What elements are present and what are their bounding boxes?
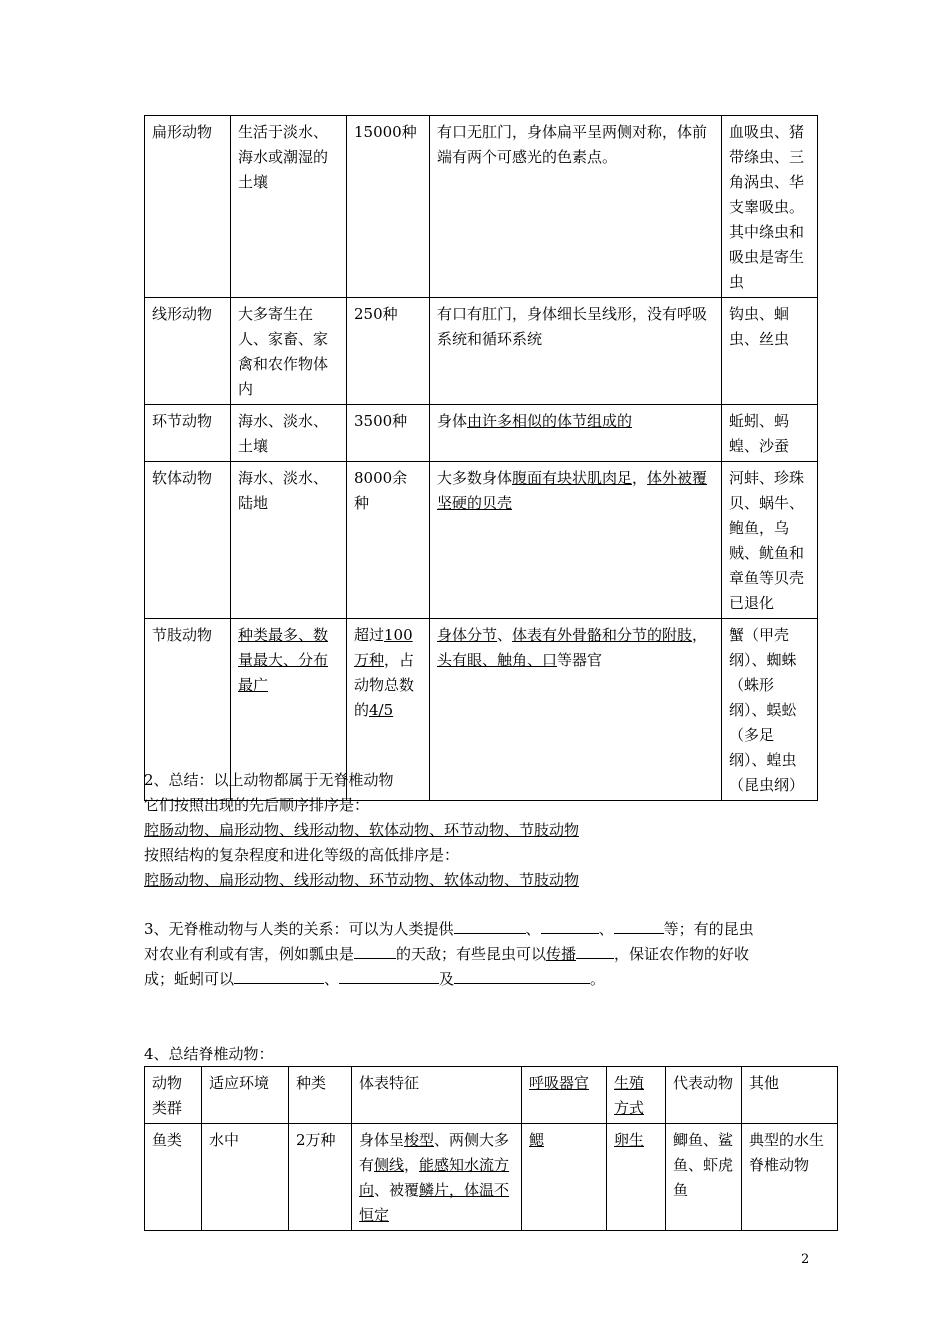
group-cell: 线形动物 xyxy=(145,298,231,405)
count-cell: 3500种 xyxy=(347,405,430,462)
examples-cell: 蚯蚓、蚂蝗、沙蚕 xyxy=(722,405,818,462)
env-cell: 大多寄生在人、家畜、家禽和农作物体内 xyxy=(231,298,347,405)
table-row xyxy=(145,405,818,462)
features-cell: 大多数身体腹面有块状肌肉足，体外被覆坚硬的贝壳 xyxy=(430,462,722,619)
header-other: 其他 xyxy=(742,1067,838,1124)
count-cell: 超过100万种，占动物总数的4/5 xyxy=(347,619,430,801)
summary-order-answer: 腔肠动物、扁形动物、线形动物、软体动物、环节动物、节肢动物 xyxy=(144,821,580,839)
features-cell: 有口无肛门，身体扁平呈两侧对称，体前端有两个可感光的色素点。 xyxy=(430,116,722,298)
answer-blank xyxy=(614,917,664,934)
page-number: 2 xyxy=(801,1252,810,1267)
header-resp: 呼吸器官 xyxy=(522,1067,607,1124)
answer-blank xyxy=(541,917,599,934)
env-cell: 海水、淡水、土壤 xyxy=(231,405,347,462)
answer-blank xyxy=(354,942,396,959)
answer-blank xyxy=(454,917,526,934)
relation-line-2: 对农业有利或有害，例如瓢虫是 的天敌；有些昆虫可以传播 ，保证农作物的好收 xyxy=(144,942,749,967)
env-cell: 生活于淡水、海水或潮湿的土壤 xyxy=(231,116,347,298)
header-count: 种类 xyxy=(289,1067,352,1124)
table-row xyxy=(145,298,818,405)
header-examples: 代表动物 xyxy=(666,1067,742,1124)
examples-cell: 河蚌、珍珠贝、蜗牛、鲍鱼，乌贼、鱿鱼和章鱼等贝壳已退化 xyxy=(722,462,818,619)
header-group: 动物类群 xyxy=(145,1067,202,1124)
group-cell: 鱼类 xyxy=(145,1124,202,1231)
table-row xyxy=(145,116,818,298)
answer-blank xyxy=(234,967,324,984)
invertebrate-table xyxy=(144,115,818,801)
group-cell: 软体动物 xyxy=(145,462,231,619)
answer-blank xyxy=(576,942,614,959)
env-cell: 海水、淡水、陆地 xyxy=(231,462,347,619)
group-cell: 扁形动物 xyxy=(145,116,231,298)
relation-line-3: 成；蚯蚓可以 、 及 。 xyxy=(144,967,605,992)
examples-cell: 钩虫、蛔虫、丝虫 xyxy=(722,298,818,405)
summary-heading: 2、总结：以上动物都属于无脊椎动物 xyxy=(144,771,394,789)
examples-cell: 鲫鱼、鲨鱼、虾虎鱼 xyxy=(666,1124,742,1231)
summary-complexity-label: 按照结构的复杂程度和进化等级的高低排序是： xyxy=(144,846,460,864)
features-cell: 身体由许多相似的体节组成的 xyxy=(430,405,722,462)
features-cell: 身体呈梭型、两侧大多有侧线，能感知水流方向、被覆鳞片，体温不恒定 xyxy=(352,1124,522,1231)
table-row xyxy=(145,1124,838,1231)
examples-cell: 蟹（甲壳纲）、蜘蛛（蛛形纲）、蜈蚣（多足纲）、蝗虫（昆虫纲） xyxy=(722,619,818,801)
group-cell: 环节动物 xyxy=(145,405,231,462)
relation-line-1: 3、无脊椎动物与人类的关系：可以为人类提供 、 、 等；有的昆虫 xyxy=(144,917,754,942)
resp-cell: 鳃 xyxy=(522,1124,607,1231)
table-header-row xyxy=(145,1067,838,1124)
header-repro: 生殖方式 xyxy=(607,1067,666,1124)
repro-cell: 卵生 xyxy=(607,1124,666,1231)
env-cell: 水中 xyxy=(202,1124,289,1231)
vertebrate-table xyxy=(144,1066,838,1231)
answer-blank xyxy=(339,967,439,984)
vertebrates-title: 4、总结脊椎动物： xyxy=(144,1045,274,1063)
summary-complexity-answer: 腔肠动物、扁形动物、线形动物、环节动物、软体动物、节肢动物 xyxy=(144,871,580,889)
summary-order-label: 它们按照出现的先后顺序排序是： xyxy=(144,796,370,814)
features-cell: 身体分节、体表有外骨骼和分节的附肢，头有眼、触角、口等器官 xyxy=(430,619,722,801)
table-row xyxy=(145,462,818,619)
count-cell: 250种 xyxy=(347,298,430,405)
count-cell: 15000种 xyxy=(347,116,430,298)
other-cell: 典型的水生脊椎动物 xyxy=(742,1124,838,1231)
count-cell: 2万种 xyxy=(289,1124,352,1231)
group-cell: 节肢动物 xyxy=(145,619,231,801)
features-cell: 有口有肛门，身体细长呈线形，没有呼吸系统和循环系统 xyxy=(430,298,722,405)
header-features: 体表特征 xyxy=(352,1067,522,1124)
count-cell: 8000余种 xyxy=(347,462,430,619)
header-env: 适应环境 xyxy=(202,1067,289,1124)
env-cell: 种类最多、数量最大、分布最广 xyxy=(231,619,347,801)
answer-blank xyxy=(454,967,590,984)
examples-cell: 血吸虫、猪带绦虫、三角涡虫、华支睾吸虫。其中绦虫和吸虫是寄生虫 xyxy=(722,116,818,298)
